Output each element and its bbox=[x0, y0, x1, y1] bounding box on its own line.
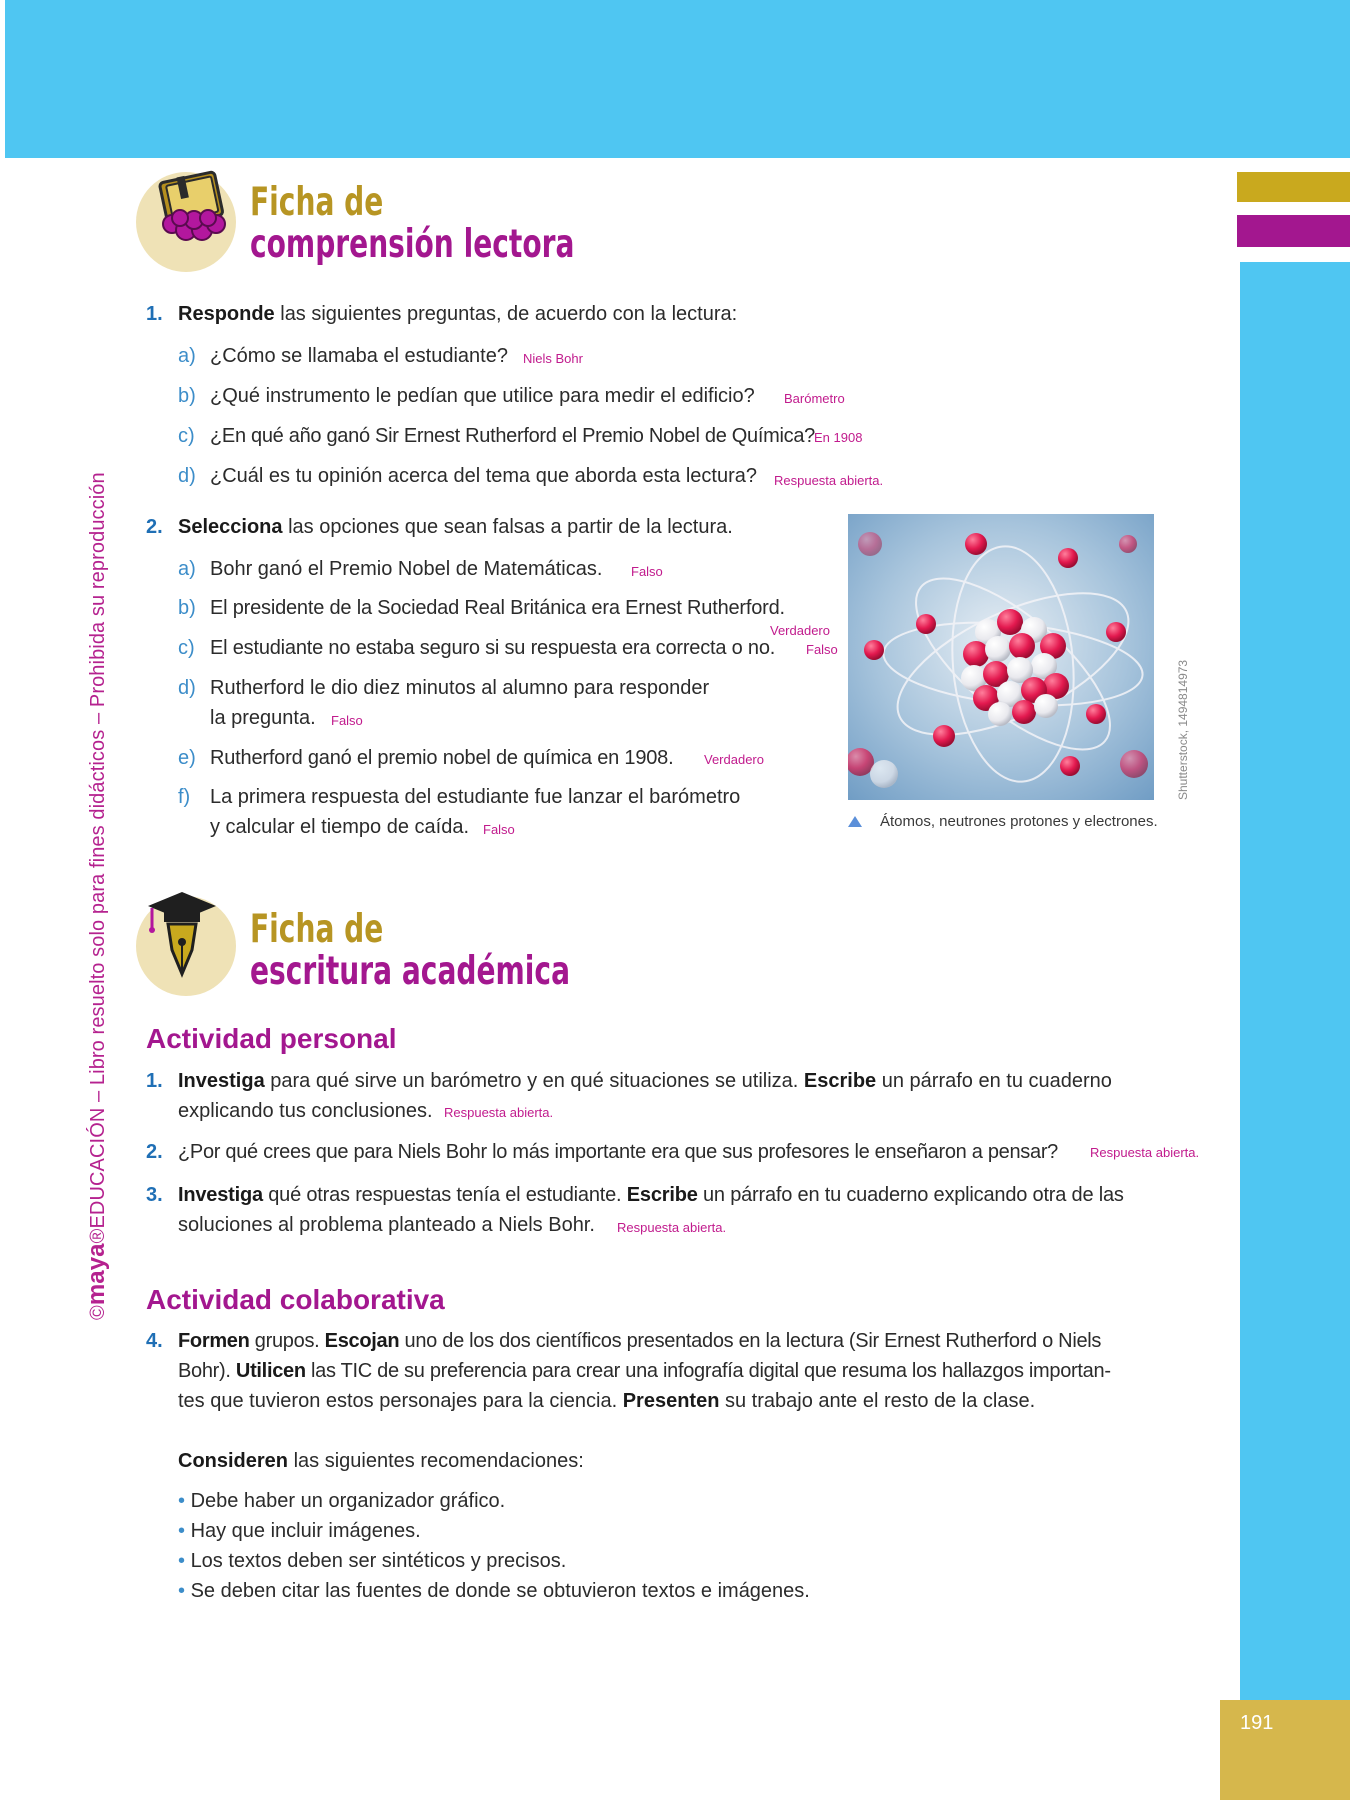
personal-item-1-line2: explicando tus conclusiones. bbox=[178, 1100, 433, 1122]
top-banner bbox=[5, 0, 1350, 158]
colaborativa-line1: Formen grupos. Escojan uno de los dos científicos presentados en la lectura (Sir Ernest Rutherford o Niels bbox=[178, 1330, 1102, 1352]
caption-triangle-icon bbox=[848, 816, 862, 827]
item-text: Rutherford ganó el premio nobel de química en 1908. bbox=[210, 747, 674, 769]
right-margin-band bbox=[1240, 262, 1350, 1700]
item-text-continued: y calcular el tiempo de caída. bbox=[210, 816, 470, 838]
question-number: 4. bbox=[146, 1330, 163, 1352]
heading-actividad-personal: Actividad personal bbox=[146, 1023, 397, 1054]
item-letter: d) bbox=[178, 465, 196, 487]
question-number: 2. bbox=[146, 1141, 163, 1163]
list-item: • Debe haber un organizador gráfico. bbox=[178, 1490, 506, 1512]
item-letter: d) bbox=[178, 677, 196, 699]
answer-annotation: Falso bbox=[331, 713, 363, 728]
answer-annotation: Falso bbox=[806, 642, 838, 657]
registered-symbol: ® bbox=[87, 1228, 109, 1244]
colaborativa-line3: tes que tuvieron estos personajes para la ciencia. Presenten su trabajo ante el resto de la clase. bbox=[178, 1390, 1036, 1412]
title-line2: escritura académica bbox=[250, 949, 571, 994]
title-line2: comprensión lectora bbox=[250, 222, 575, 267]
personal-item-3-line1: Investiga qué otras respuestas tenía el estudiante. Escribe un párrafo en tu cuaderno explicando otra de las bbox=[178, 1184, 1124, 1206]
copyright-text: EDUCACIÓN – Libro resuelto solo para fines didácticos – Prohibida su reproducción bbox=[87, 472, 109, 1229]
consideren-line: Consideren las siguientes recomendaciones: bbox=[178, 1450, 584, 1472]
question-number: 1. bbox=[146, 303, 163, 325]
personal-item-2: ¿Por qué crees que para Niels Bohr lo más importante era que sus profesores le enseñaron a pensar? bbox=[178, 1141, 1058, 1163]
list-item: • Se deben citar las fuentes de donde se obtuvieron textos e imágenes. bbox=[178, 1580, 810, 1602]
question-2-prompt: Selecciona las opciones que sean falsas a partir de la lectura. bbox=[178, 516, 733, 538]
item-letter: b) bbox=[178, 385, 196, 407]
page-number: 191 bbox=[1240, 1712, 1274, 1734]
item-text: ¿Cómo se llamaba el estudiante? bbox=[210, 345, 508, 367]
item-letter: c) bbox=[178, 425, 195, 447]
photo-credit: Shutterstock, 1494814973 bbox=[1176, 659, 1190, 800]
item-letter: f) bbox=[178, 786, 191, 808]
answer-annotation: Respuesta abierta. bbox=[774, 473, 884, 488]
answer-annotation: En 1908 bbox=[814, 430, 863, 445]
title-line1: Ficha de bbox=[250, 907, 384, 952]
item-text: ¿Qué instrumento le pedían que utilice para medir el edificio? bbox=[210, 385, 755, 407]
question-number: 2. bbox=[146, 516, 163, 538]
item-text: ¿En qué año ganó Sir Ernest Rutherford el Premio Nobel de Química? bbox=[210, 425, 815, 447]
answer-annotation: Verdadero bbox=[770, 623, 830, 638]
atom-photo bbox=[848, 514, 1154, 800]
question-number: 3. bbox=[146, 1184, 163, 1206]
item-letter: a) bbox=[178, 558, 196, 580]
heading-actividad-colaborativa: Actividad colaborativa bbox=[146, 1284, 445, 1315]
personal-item-1-line1: Investiga para qué sirve un barómetro y en qué situaciones se utiliza. Escribe un párrafo en tu cuaderno bbox=[178, 1070, 1112, 1092]
instruction-verb: Responde bbox=[178, 303, 275, 325]
answer-annotation: Barómetro bbox=[784, 391, 845, 406]
answer-annotation: Respuesta abierta. bbox=[1090, 1145, 1200, 1160]
answer-annotation: Respuesta abierta. bbox=[444, 1105, 554, 1120]
answer-annotation: Falso bbox=[483, 822, 515, 837]
item-letter: a) bbox=[178, 345, 196, 367]
question-number: 1. bbox=[146, 1070, 163, 1092]
copyright-symbol: © bbox=[87, 1305, 109, 1320]
gold-tab bbox=[1237, 172, 1350, 202]
list-item: • Hay que incluir imágenes. bbox=[178, 1520, 421, 1542]
item-text: Bohr ganó el Premio Nobel de Matemáticas. bbox=[210, 558, 603, 580]
answer-annotation: Respuesta abierta. bbox=[617, 1220, 727, 1235]
item-text: El estudiante no estaba seguro si su respuesta era correcta o no. bbox=[210, 637, 776, 659]
item-letter: e) bbox=[178, 747, 196, 769]
item-text: La primera respuesta del estudiante fue lanzar el barómetro bbox=[210, 786, 741, 808]
answer-annotation: Verdadero bbox=[704, 752, 764, 767]
item-text: El presidente de la Sociedad Real Británica era Ernest Rutherford. bbox=[210, 597, 785, 619]
brand-logo: maya bbox=[83, 1243, 110, 1306]
magenta-tab bbox=[1237, 215, 1350, 247]
title-line1: Ficha de bbox=[250, 180, 384, 225]
list-item: • Los textos deben ser sintéticos y precisos. bbox=[178, 1550, 567, 1572]
colaborativa-line2: Bohr). Utilicen las TIC de su preferencia para crear una infografía digital que resuma los hallazgos importan- bbox=[178, 1360, 1111, 1382]
section-title-comprension bbox=[250, 182, 574, 266]
book-brain-icon bbox=[136, 172, 236, 272]
graduation-pen-icon bbox=[136, 896, 236, 996]
item-text-continued: la pregunta. bbox=[210, 707, 316, 729]
instruction-verb: Selecciona bbox=[178, 516, 283, 538]
copyright-side-text bbox=[83, 472, 111, 1320]
section-title-escritura bbox=[250, 909, 570, 993]
item-text: Rutherford le dio diez minutos al alumno para responder bbox=[210, 677, 710, 699]
item-letter: b) bbox=[178, 597, 196, 619]
personal-item-3-line2: soluciones al problema planteado a Niels Bohr. bbox=[178, 1214, 595, 1236]
item-letter: c) bbox=[178, 637, 195, 659]
item-text: ¿Cuál es tu opinión acerca del tema que aborda esta lectura? bbox=[210, 465, 758, 487]
answer-annotation: Falso bbox=[631, 564, 663, 579]
question-1-prompt: Responde las siguientes preguntas, de acuerdo con la lectura: bbox=[178, 303, 738, 325]
figure-caption: Átomos, neutrones protones y electrones. bbox=[880, 813, 1158, 830]
answer-annotation: Niels Bohr bbox=[523, 351, 583, 366]
